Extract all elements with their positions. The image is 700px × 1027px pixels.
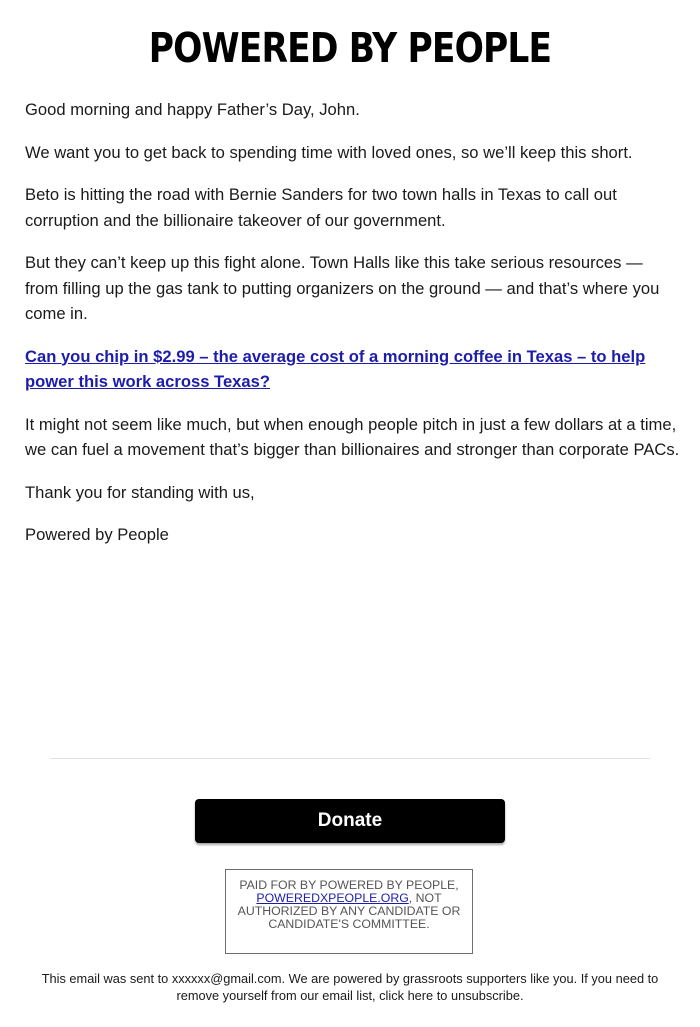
disclaimer-suffix: , NOT AUTHORIZED BY ANY CANDIDATE OR CANDIDATE'S COMMITTEE. xyxy=(237,891,461,931)
paragraph-movement: It might not seem like much, but when enough people pitch in just a few dollars at a time, we can fuel a movement that’s bigger than billionaires and stronger than corporate PACs. xyxy=(25,414,680,459)
donate-button[interactable]: Donate xyxy=(195,799,505,843)
email-body xyxy=(25,97,680,565)
closing-line: Thank you for standing with us, xyxy=(25,482,255,502)
paid-for-disclaimer xyxy=(225,869,473,954)
paragraph-town-halls: Beto is hitting the road with Bernie Sanders for two town halls in Texas to call out corruption and the billionaire takeover of our government. xyxy=(25,185,617,230)
powered-by-people-logo: POWERED BY PEOPLE xyxy=(148,24,552,72)
cta-paragraph xyxy=(25,344,680,395)
chip-in-link[interactable]: Can you chip in $2.99 – the average cost of a morning coffee in Texas – to help power this work across Texas? xyxy=(25,346,646,391)
paragraph-spending-time: We want you to get back to spending time with loved ones, so we’ll keep this short. xyxy=(25,142,633,162)
unsubscribe-footer: This email was sent to xxxxxx@gmail.com. We are powered by grassroots supporters like you. If you need to remove yourself from our email list, click here to unsubscribe. xyxy=(41,971,659,1003)
disclaimer-prefix: PAID FOR BY POWERED BY PEOPLE, xyxy=(239,878,459,892)
signature: Powered by People xyxy=(25,525,169,544)
poweredxpeople-link[interactable]: POWEREDXPEOPLE.ORG xyxy=(256,891,409,905)
section-divider xyxy=(50,758,650,759)
greeting: Good morning and happy Father’s Day, John. xyxy=(25,100,360,119)
paragraph-resources: But they can’t keep up this fight alone. Town Halls like this take serious resources — from filling up the gas tank to putting organizers on the ground — and that’s where you come in. xyxy=(25,253,660,323)
